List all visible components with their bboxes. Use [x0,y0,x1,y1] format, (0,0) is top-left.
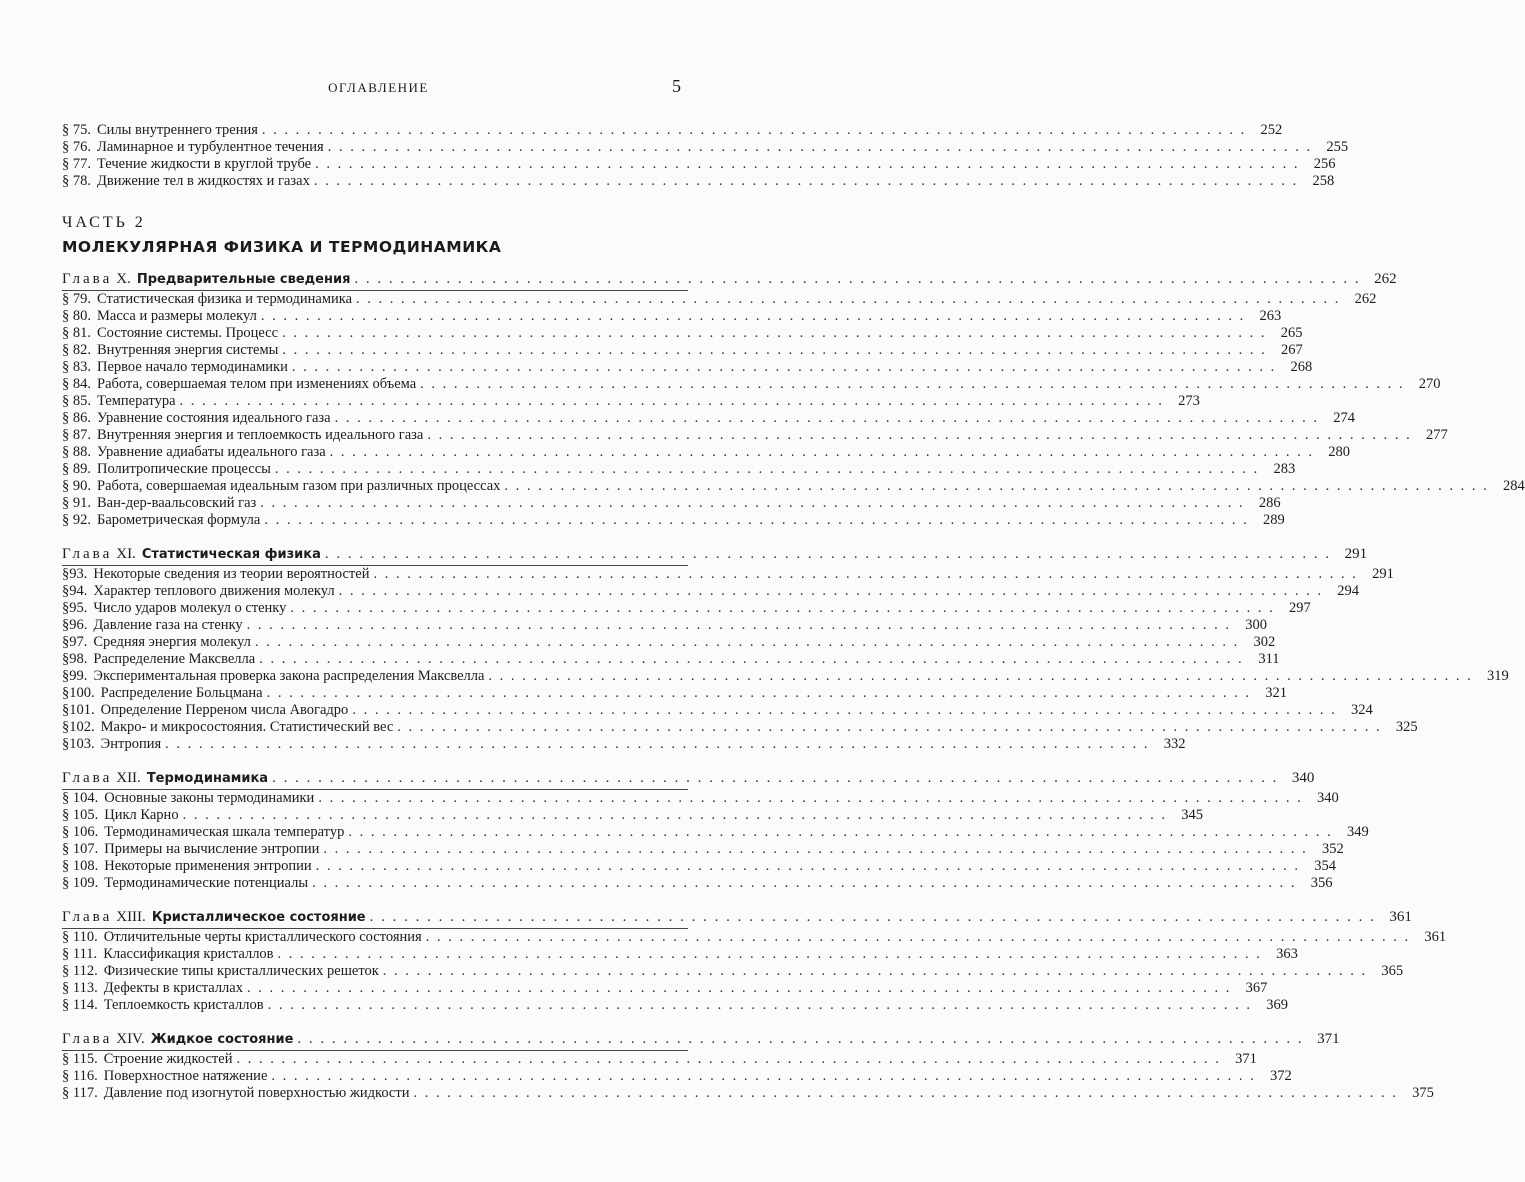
section-mark: § 78. [62,173,91,189]
section-number: 100. [69,685,95,701]
section-mark: § 107. [62,841,99,857]
section-mark: § [62,566,70,582]
entry-page: 263 [1259,308,1282,324]
dot-leader [165,736,1149,753]
entry-title: Политропические процессы [97,461,271,477]
section-mark: § [62,736,70,752]
toc-entry[interactable] [62,685,1287,702]
toc-entry[interactable] [62,634,1276,651]
entry-title: Термодинамическая шкала температур [104,824,345,840]
entry-title: Уравнение адиабаты идеального газа [97,444,326,460]
chapter-title: Кристаллическое состояние [151,910,366,925]
dot-leader [314,173,1298,190]
toc-entry[interactable] [62,946,1298,963]
entry-page: 321 [1265,685,1287,701]
entry-title: Масса и размеры молекул [97,308,257,324]
dot-leader [328,139,1312,156]
toc-entry[interactable] [62,566,1394,583]
section-number: 93. [69,566,88,582]
dot-leader [247,980,1231,997]
entry-page: 294 [1337,583,1359,599]
entry-title: Средняя энергия молекул [93,634,251,650]
dot-leader [278,946,1262,963]
entry-page: 332 [1163,736,1186,752]
entry-page: 252 [1260,122,1283,138]
dot-leader [267,685,1251,702]
chapter-page: 262 [1374,271,1397,287]
dot-leader [356,291,1340,308]
toc-entry[interactable] [62,359,1313,376]
toc-entry[interactable] [62,875,1333,892]
dot-leader [180,393,1164,410]
section-mark: § 104. [62,790,99,806]
entry-page: 367 [1245,980,1268,996]
entry-page: 375 [1412,1085,1434,1101]
dot-leader [260,495,1244,512]
entry-title: Течение жидкости в круглой трубе [97,156,312,172]
entry-title: Давление под изогнутой поверхностью жидкости [103,1085,410,1101]
entry-title: Макро- и микросостояния. Статистический вес [100,719,394,735]
section-mark: § 81. [62,325,91,341]
entry-page: 311 [1258,651,1280,667]
chapter-title: Предварительные сведения [136,272,351,287]
entry-title: Внутренняя энергия системы [97,342,279,358]
entry-title: Работа, совершаемая идеальным газом при различных процессах [97,478,501,494]
entry-page: 371 [1235,1051,1257,1067]
toc-entry[interactable] [62,342,1303,359]
section-number: 95. [69,600,88,616]
spacer [62,892,688,906]
dot-leader [236,1051,1220,1068]
entry-title: Работа, совершаемая телом при изменениях объема [97,376,417,392]
chapter-title: Статистическая физика [141,547,321,562]
entry-title: Первое начало термодинамики [97,359,288,375]
toc-entry[interactable] [62,1085,1434,1102]
toc-entry[interactable] [62,478,1525,495]
entry-page: 280 [1328,444,1351,460]
entry-page: 277 [1425,427,1448,443]
entry-page: 297 [1289,600,1311,616]
entry-page: 365 [1381,963,1404,979]
running-head: ОГЛАВЛЕНИЕ [328,80,429,95]
section-mark: § [62,583,70,599]
entry-title: Определение Перреном числа Авогадро [100,702,349,718]
toc-entry[interactable] [62,702,1373,719]
section-number: 101. [69,702,95,718]
chapter-title: Термодинамика [146,771,269,786]
entry-title: Классификация кристаллов [103,946,274,962]
chapter-label: Глава [62,271,113,287]
toc-entry[interactable] [62,668,1509,685]
dot-leader [297,1028,1303,1050]
toc-entry[interactable] [62,1051,1257,1068]
page-number: 5 [672,76,681,96]
dot-leader [183,807,1167,824]
toc-entry[interactable] [62,156,1336,173]
section-mark: § 86. [62,410,91,426]
section-mark: § 91. [62,495,91,511]
dot-leader [316,858,1300,875]
section-mark: § [62,617,70,633]
dot-leader [262,122,1246,139]
entry-title: Термодинамические потенциалы [104,875,309,891]
toc-entry[interactable] [62,1068,1292,1085]
entry-title: Уравнение состояния идеального газа [97,410,331,426]
entry-page: 291 [1372,566,1394,582]
entry-page: 255 [1326,139,1349,155]
entry-page: 268 [1290,359,1313,375]
section-mark: § [62,702,70,718]
entry-page: 302 [1253,634,1276,650]
entry-title: Основные законы термодинамики [104,790,315,806]
section-number: 97. [69,634,88,650]
entry-title: Распределение Максвелла [93,651,256,667]
spacer [62,1014,688,1028]
toc-entry[interactable] [62,122,1283,139]
dot-leader [352,702,1336,719]
toc-entry[interactable] [62,495,1281,512]
section-mark: § [62,651,70,667]
entry-title: Дефекты в кристаллах [103,980,243,996]
chapter-number: XII. [116,770,141,786]
section-number: 103. [69,736,95,752]
section-number: 102. [69,719,95,735]
entry-page: 372 [1270,1068,1292,1084]
toc-entry[interactable] [62,173,1335,190]
toc-entry[interactable] [62,308,1282,325]
section-mark: § [62,600,70,616]
chapter-label: Глава [62,909,113,925]
entry-page: 319 [1487,668,1509,684]
entry-title: Ван-дер-ваальсовский газ [97,495,257,511]
entry-title: Число ударов молекул о стенку [93,600,287,616]
entry-page: 258 [1312,173,1335,189]
spacer [62,190,688,212]
section-mark: § 115. [62,1051,98,1067]
section-number: 98. [69,651,88,667]
chapter-page: 340 [1291,770,1315,786]
dot-leader [264,512,1248,529]
dot-leader [488,668,1472,685]
entry-page: 325 [1395,719,1418,735]
dot-leader [370,906,1376,928]
dot-leader [292,359,1276,376]
dot-leader [315,156,1299,173]
dot-leader [413,1085,1397,1102]
entry-page: 300 [1245,617,1268,633]
toc-entry[interactable] [62,325,1303,342]
section-number: 94. [69,583,88,599]
dot-leader [373,566,1357,583]
chapter-title: Жидкое состояние [150,1032,294,1047]
toc-entry[interactable] [62,139,1349,156]
entry-page: 284 [1503,478,1525,494]
toc-entry[interactable] [62,841,1344,858]
dot-leader [325,543,1331,565]
spacer [62,753,688,767]
section-mark: § 85. [62,393,91,409]
entry-title: Температура [97,393,176,409]
entry-title: Физические типы кристаллических решеток [103,963,379,979]
section-mark: § 112. [62,963,98,979]
entry-page: 354 [1314,858,1337,874]
section-mark: § 79. [62,291,91,307]
toc-entry[interactable] [62,790,1339,807]
toc-entry[interactable] [62,963,1404,980]
dot-leader [426,929,1410,946]
toc-entry[interactable] [62,719,1418,736]
toc-entry[interactable] [62,651,1280,668]
chapter-number: XIII. [116,909,146,925]
section-mark: § 117. [62,1085,98,1101]
toc-entry[interactable] [62,824,1369,841]
section-mark: § [62,668,70,684]
entry-page: 274 [1333,410,1355,426]
dot-leader [247,617,1231,634]
dot-leader [271,1068,1255,1085]
table-of-contents [62,122,1525,1102]
entry-title: Барометрическая формула [97,512,261,528]
entry-title: Внутренняя энергия и теплоемкость идеального газа [97,427,424,443]
toc-entry[interactable] [62,461,1296,478]
section-mark: § 87. [62,427,91,443]
toc-entry[interactable] [62,512,1285,529]
section-mark: § 116. [62,1068,98,1084]
section-mark: § 89. [62,461,91,477]
entry-page: 340 [1316,790,1339,806]
dot-leader [354,268,1360,290]
section-mark: § 75. [62,122,91,138]
entry-title: Поверхностное натяжение [103,1068,268,1084]
entry-page: 324 [1350,702,1373,718]
section-mark: § 108. [62,858,99,874]
toc-entry[interactable] [62,997,1288,1014]
section-mark: § 105. [62,807,99,823]
toc-entry[interactable] [62,980,1268,997]
entry-title: Строение жидкостей [103,1051,233,1067]
entry-page: 273 [1178,393,1200,409]
section-mark: § 82. [62,342,91,358]
dot-leader [339,583,1323,600]
toc-entry[interactable] [62,444,1351,461]
entry-page: 352 [1322,841,1344,857]
section-mark: § 113. [62,980,98,996]
dot-leader [318,790,1302,807]
entry-title: Статистическая физика и термодинамика [97,291,353,307]
toc-entry[interactable] [62,376,1441,393]
chapter-number: XIV. [116,1031,145,1047]
entry-title: Экспериментальная проверка закона распределения Максвелла [93,668,485,684]
entry-page: 256 [1313,156,1336,172]
chapter-page: 291 [1344,546,1368,562]
entry-title: Некоторые применения энтропии [104,858,312,874]
section-mark: § 92. [62,512,91,528]
spacer [62,260,688,268]
chapter-heading[interactable] [62,543,1368,565]
toc-entry[interactable] [62,617,1268,634]
dot-leader [335,410,1319,427]
dot-leader [272,767,1278,789]
chapter-label: Глава [62,1031,113,1047]
entry-title: Силы внутреннего трения [97,122,258,138]
section-mark: § 106. [62,824,99,840]
section-mark: § 114. [62,997,98,1013]
entry-page: 286 [1258,495,1281,511]
toc-entry[interactable] [62,858,1337,875]
section-mark: § 111. [62,946,98,962]
entry-title: Некоторые сведения из теории вероятностей [93,566,370,582]
entry-title: Состояние системы. Процесс [97,325,279,341]
entry-title: Давление газа на стенку [93,617,243,633]
toc-entry[interactable] [62,929,1447,946]
dot-leader [504,478,1488,495]
section-number: 96. [69,617,88,633]
toc-entry[interactable] [62,583,1359,600]
section-mark: § 77. [62,156,91,172]
entry-title: Распределение Больцмана [100,685,263,701]
section-mark: § 80. [62,308,91,324]
section-mark: § 84. [62,376,91,392]
chapter-label: Глава [62,546,113,562]
part-title: МОЛЕКУЛЯРНАЯ ФИЗИКА И ТЕРМОДИНАМИКА [62,238,502,256]
dot-leader [420,376,1404,393]
entry-page: 363 [1276,946,1298,962]
chapter-number: XI. [116,546,136,562]
entry-page: 267 [1280,342,1303,358]
entry-page: 270 [1418,376,1441,392]
chapter-page: 371 [1317,1031,1340,1047]
chapter-page: 361 [1389,909,1412,925]
entry-page: 289 [1262,512,1285,528]
dot-leader [290,600,1274,617]
entry-page: 369 [1266,997,1288,1013]
section-mark: § 76. [62,139,91,155]
chapter-heading[interactable] [62,268,1397,290]
entry-title: Теплоемкость кристаллов [103,997,264,1013]
section-mark: § [62,719,70,735]
entry-page: 283 [1273,461,1296,477]
section-mark: § 110. [62,929,98,945]
entry-page: 265 [1280,325,1303,341]
dot-leader [259,651,1243,668]
dot-leader [261,308,1245,325]
section-mark: § [62,685,70,701]
dot-leader [383,963,1367,980]
dot-leader [268,997,1252,1014]
entry-page: 345 [1181,807,1203,823]
section-mark: § [62,634,70,650]
dot-leader [348,824,1332,841]
entry-title: Ламинарное и турбулентное течения [97,139,324,155]
entry-page: 262 [1354,291,1377,307]
entry-page: 349 [1346,824,1369,840]
entry-page: 356 [1310,875,1333,891]
dot-leader [427,427,1411,444]
chapter-label: Глава [62,770,113,786]
entry-title: Движение тел в жидкостях и газах [97,173,310,189]
section-mark: § 90. [62,478,91,494]
toc-entry[interactable] [62,807,1203,824]
section-number: 99. [69,668,88,684]
chapter-number: X. [116,271,131,287]
dot-leader [255,634,1239,651]
chapter-heading[interactable] [62,1028,1340,1050]
entry-title: Энтропия [100,736,162,752]
toc-entry[interactable] [62,427,1448,444]
section-mark: § 83. [62,359,91,375]
spacer [62,529,688,543]
entry-title: Примеры на вычисление энтропии [104,841,320,857]
toc-entry[interactable] [62,736,1186,753]
dot-leader [330,444,1314,461]
toc-entry[interactable] [62,393,1200,410]
entry-title: Отличительные черты кристаллического состояния [103,929,422,945]
section-mark: § 109. [62,875,99,891]
toc-entry[interactable] [62,600,1311,617]
dot-leader [282,325,1266,342]
part-label: ЧАСТЬ 2 [62,214,146,231]
dot-leader [282,342,1266,359]
toc-entry[interactable] [62,291,1377,308]
dot-leader [323,841,1307,858]
toc-entry[interactable] [62,410,1355,427]
chapter-heading[interactable] [62,767,1315,789]
section-mark: § 88. [62,444,91,460]
entry-page: 361 [1424,929,1447,945]
entry-title: Цикл Карно [104,807,179,823]
dot-leader [397,719,1381,736]
entry-title: Характер теплового движения молекул [93,583,335,599]
chapter-heading[interactable] [62,906,1412,928]
dot-leader [312,875,1296,892]
dot-leader [275,461,1259,478]
